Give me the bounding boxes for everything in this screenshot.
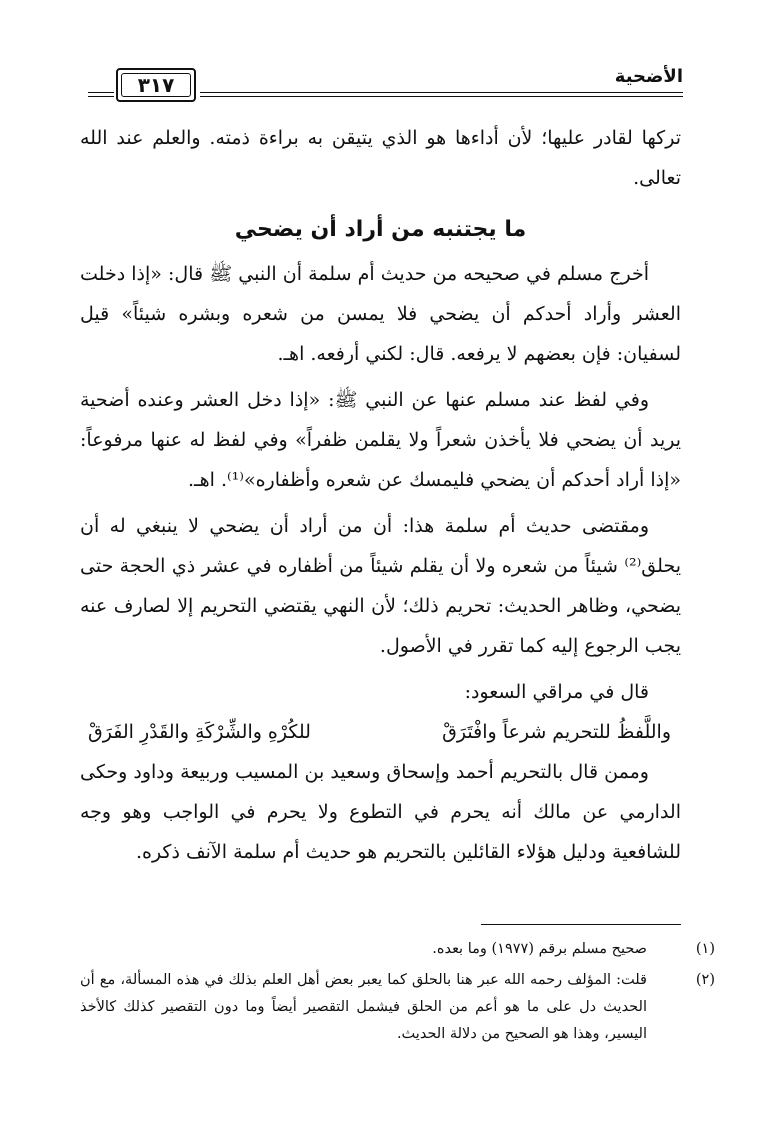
header-rule [200, 92, 683, 97]
paragraph: أخرج مسلم في صحيحه من حديث أم سلمة أن النبي ﷺ قال: «إذا دخلت العشر وأراد أحدكم أن يضحي فلا يمسن من شعره وبشره شيئاً» قيل لسفيان: فإن بعضهم لا يرفعه. قال: لكني أرفعه. اهـ. [80, 263, 681, 365]
footnote-number: (٢) [695, 972, 715, 988]
verse-intro: قال في مراقي السعود: [464, 681, 649, 703]
footnote-separator [481, 924, 681, 925]
footnotes [80, 936, 715, 1052]
footnote-2 [80, 967, 715, 1048]
verse-first-hemistich: واللَّفظُ للتحريم شرعاً وافْتَرَقْ [442, 721, 671, 743]
paragraph: ومقتضى حديث أم سلمة هذا: أن من أراد أن يضحي لا ينبغي له أن يحلق⁽²⁾ شيئاً من شعره ولا أن يقلم شيئاً من أظفاره في عشر ذي الحجة حتى يضحي، وظاهر الحديث: تحريم ذلك؛ لأن النهي يقتضي التحريم إلا لصارف عنه يجب الرجوع إليه كما تقرر في الأصول. [80, 515, 681, 657]
paragraph: وفي لفظ عند مسلم عنها عن النبي ﷺ: «إذا دخل العشر وعنده أضحية يريد أن يضحي فلا يأخذن شعراً ولا يقلمن ظفراً» وفي لفظ له عنها مرفوعاً: «إذا أراد أحدكم أن يضحي فليمسك عن شعره وأظفاره»⁽¹⁾. اهـ. [80, 389, 681, 491]
paragraph: وممن قال بالتحريم أحمد وإسحاق وسعيد بن المسيب وربيعة وداود وحكى الدارمي عن مالك أنه يحرم في التطوع ولا يحرم في الواجب وهو وجه للشافعية ودليل هؤلاء القائلين بالتحريم هو حديث أم سلمة الآنف ذكره. [80, 761, 681, 863]
footnote-text: صحيح مسلم برقم (١٩٧٧) وما بعده. [432, 941, 647, 957]
section-heading: ما يجتنبه من أراد أن يضحي [234, 217, 527, 242]
running-title: الأضحية [614, 66, 683, 87]
page-number-frame [116, 68, 196, 102]
footnote-1 [80, 936, 715, 963]
footnote-number: (١) [695, 941, 715, 957]
footnote-text: قلت: المؤلف رحمه الله عبر هنا بالحلق كما يعبر بعض أهل العلم بذلك في هذه المسألة، مع أن الحديث دل على ما هو أعم من الحلق فيشمل التقصير أيضاً وما دون التقصير كذلك كالأخذ اليسير، وهذا هو الصحيح من دلالة الحديث. [80, 972, 647, 1042]
main-text [80, 118, 681, 872]
verse-second-hemistich: للكُرْهِ والشِّرْكَةِ والقَدْرِ الفَرَقْ [88, 721, 311, 743]
header-rule-left [88, 92, 114, 97]
paragraph: تركها لقادر عليها؛ لأن أداءها هو الذي يتيقن به براءة ذمته. والعلم عند الله تعالى. [80, 127, 681, 189]
page-header [88, 62, 683, 106]
poetry-verse [80, 712, 681, 752]
page-number: ٣١٧ [121, 73, 191, 97]
